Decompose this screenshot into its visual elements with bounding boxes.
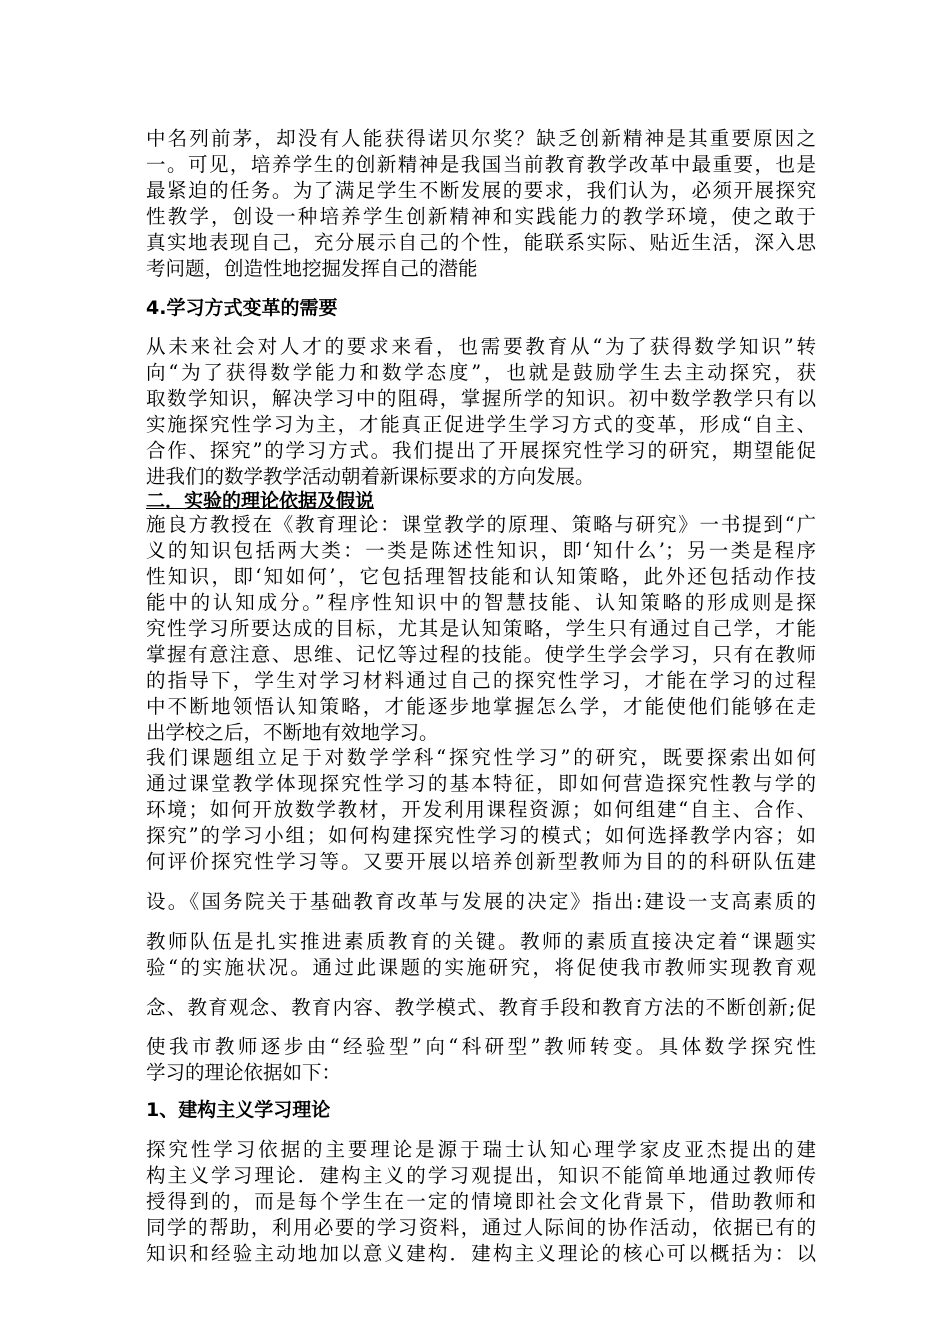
para2-line-5: 合作、探究”的学习方式。我们提出了开展探究性学习的研究，期望能促 [146, 439, 816, 462]
para5-line-3: 授得到的，而是每个学生在一定的情境即社会文化背景下，借助教师和 [146, 1190, 816, 1213]
para3-line-2: 义的知识包括两大类：一类是陈述性知识，即‘知什么’；另一类是程序 [146, 539, 816, 562]
para1-line-6: 考问题，创造性地挖掘发挥自己的潜能 [146, 257, 478, 280]
para4b-line-2: 教师队伍是扎实推进素质教育的关键。教师的素质直接决定着“课题实 [146, 930, 816, 953]
para3-line-9: 出学校之后，不断地有效地学习。 [146, 721, 439, 744]
para2-line-2: 向“为了获得数学能力和数学态度”，也就是鼓励学生去主动探究，获 [146, 361, 816, 384]
heading-1: 1、建构主义学习理论 [146, 1099, 331, 1121]
para2-line-3: 取数学知识，解决学习中的阻碍，掌握所学的知识。初中数学教学只有以 [146, 387, 816, 410]
para5-line-2: 构主义学习理论．建构主义的学习观提出，知识不能简单地通过教师传 [146, 1164, 816, 1187]
para5-line-5: 知识和经验主动地加以意义建构．建构主义理论的核心可以概括为：以 [146, 1242, 816, 1265]
para4-line-3: 环境；如何开放数学教材，开发利用课程资源；如何组建“自主、合作、 [146, 798, 816, 821]
para2-line-6: 进我们的数学教学活动朝着新课标要求的方向发展。 [146, 465, 595, 488]
para5-line-1: 探究性学习依据的主要理论是源于瑞士认知心理学家皮亚杰提出的建 [146, 1138, 816, 1161]
para2-line-4: 实施探究性学习为主，才能真正促进学生学习方式的变革，形成“自主、 [146, 413, 816, 436]
para2-line-1: 从未来社会对人才的要求来看，也需要教育从“为了获得数学知识”转 [146, 335, 816, 358]
para4b-line-1: 设。《国务院关于基础教育改革与发展的决定》指出:建设一支高素质的 [146, 890, 816, 913]
section-2-heading: 二．实验的理论依据及假说 [146, 490, 375, 512]
para1-line-4: 性教学，创设一种培养学生创新精神和实践能力的教学环境，使之敢于 [146, 205, 816, 228]
para4b-line-4: 念、教育观念、教育内容、教学模式、教育手段和教育方法的不断创新;促 [146, 996, 816, 1019]
para4b-line-6: 学习的理论依据如下： [146, 1061, 342, 1084]
para3-line-8: 中不断地领悟认知策略，才能逐步地掌握怎么学，才能使他们能够在走 [146, 695, 816, 718]
heading-4: 4.学习方式变革的需要 [146, 297, 338, 319]
para4-line-4: 探究”的学习小组；如何构建探究性学习的模式；如何选择教学内容；如 [146, 824, 816, 847]
para1-line-1: 中名列前茅，却没有人能获得诺贝尔奖？缺乏创新精神是其重要原因之 [146, 127, 816, 150]
para3-line-6: 掌握有意注意、思维、记忆等过程的技能。使学生学会学习，只有在教师 [146, 643, 816, 666]
para4b-line-3: 验“的实施状况。通过此课题的实施研究，将促使我市教师实现教育观 [146, 956, 816, 979]
para5-line-4: 同学的帮助，利用必要的学习资料，通过人际间的协作活动，依据已有的 [146, 1216, 816, 1239]
para1-line-2: 一。可见，培养学生的创新精神是我国当前教育教学改革中最重要，也是 [146, 153, 816, 176]
para4-line-2: 通过课堂教学体现探究性学习的基本特征，即如何营造探究性教与学的 [146, 772, 816, 795]
para3-line-1: 施良方教授在《教育理论：课堂教学的原理、策略与研究》一书提到“广 [146, 513, 816, 536]
para4-line-1: 我们课题组立足于对数学学科“探究性学习”的研究，既要探索出如何 [146, 746, 816, 769]
para1-line-3: 最紧迫的任务。为了满足学生不断发展的要求，我们认为，必须开展探究 [146, 179, 816, 202]
para3-line-5: 究性学习所要达成的目标，尤其是认知策略，学生只有通过自己学，才能 [146, 617, 816, 640]
para3-line-4: 能中的认知成分。”程序性知识中的智慧技能、认知策略的形成则是探 [146, 591, 816, 614]
para4b-line-5: 使我市教师逐步由“经验型”向“科研型”教师转变。具体数学探究性 [146, 1035, 816, 1058]
para4-line-5: 何评价探究性学习等。又要开展以培养创新型教师为目的的科研队伍建 [146, 850, 816, 873]
para1-line-5: 真实地表现自己，充分展示自己的个性，能联系实际、贴近生活，深入思 [146, 231, 816, 254]
para3-line-7: 的指导下，学生对学习材料通过自己的探究性学习，才能在学习的过程 [146, 669, 816, 692]
para3-line-3: 性知识，即‘知如何’，它包括理智技能和认知策略，此外还包括动作技 [146, 565, 816, 588]
